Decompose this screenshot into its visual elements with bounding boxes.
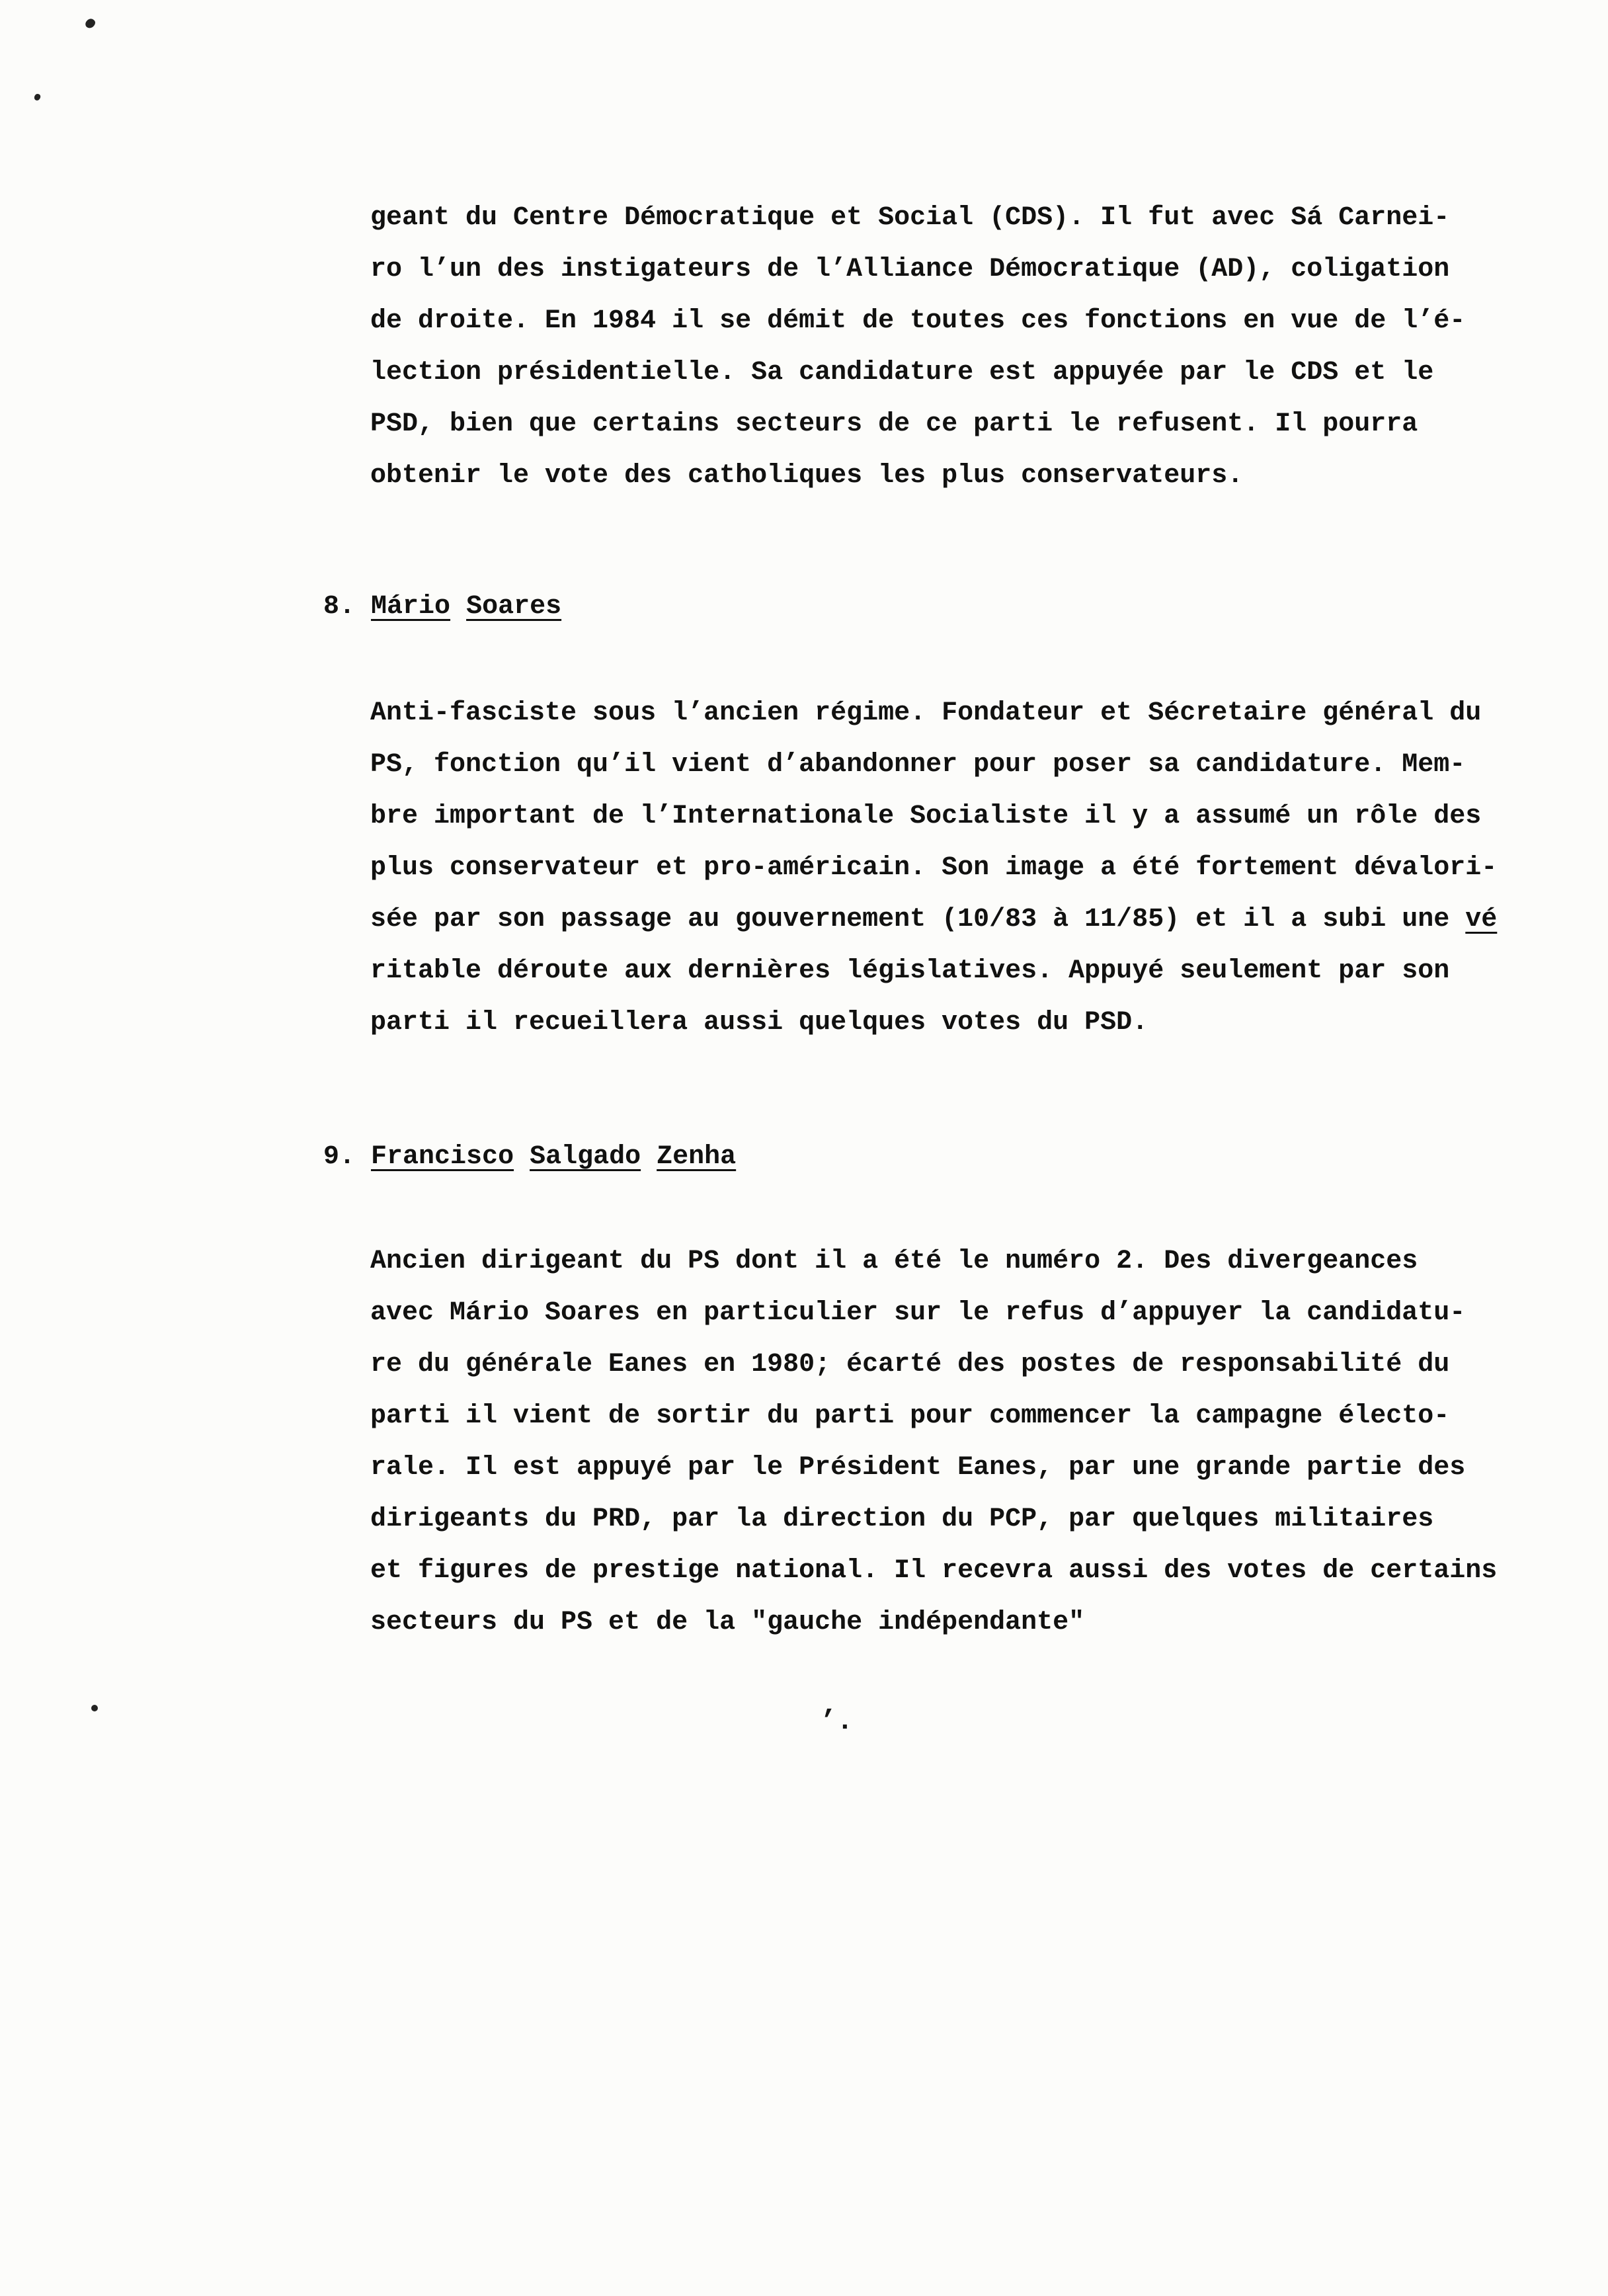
section-title-word: Zenha [657, 1142, 737, 1172]
stray-ink-mark: ’. [820, 1705, 854, 1737]
text-line: secteurs du PS et de la "gauche indépendante" [370, 1608, 1085, 1637]
underlined-word: vé [1465, 905, 1498, 934]
text-line: rale. Il est appuyé par le Président Eanes, par une grande partie des [370, 1453, 1466, 1483]
text-line: PSD, bien que certains secteurs de ce parti le refusent. Il pourra [370, 409, 1418, 439]
scan-speckle [91, 1705, 98, 1711]
text-line: PS, fonction qu’il vient d’abandonner pour poser sa candidature. Mem- [370, 750, 1466, 780]
text-line: et figures de prestige national. Il recevra aussi des votes de certains [370, 1556, 1498, 1586]
section-title-word: Mário [371, 592, 451, 622]
scan-speckle [34, 93, 41, 101]
text-line: bre important de l’Internationale Socialiste il y a assumé un rôle des [370, 801, 1482, 831]
section-title-word: Soares [466, 592, 562, 622]
section-9-heading [323, 1131, 736, 1183]
text-line: dirigeants du PRD, par la direction du PCP, par quelques militaires [370, 1504, 1434, 1534]
text-line: ro l’un des instigateurs de l’Alliance Démocratique (AD), coligation [370, 255, 1450, 284]
section-8-heading [323, 581, 561, 633]
text-line: lection présidentielle. Sa candidature est appuyée par le CDS et le [370, 358, 1434, 388]
text-line: parti il recueillera aussi quelques votes du PSD. [370, 1008, 1148, 1038]
text-line: Anti-fasciste sous l’ancien régime. Fondateur et Sécretaire général du [370, 698, 1482, 728]
section-title-word: Salgado [530, 1142, 641, 1172]
text-line: sée par son passage au gouvernement (10/83 à 11/85) et il a subi une vé [370, 905, 1498, 934]
text-line: ritable déroute aux dernières législatives. Appuyé seulement par son [370, 956, 1450, 986]
text-line: avec Mário Soares en particulier sur le refus d’appuyer la candidatu- [370, 1298, 1466, 1328]
text-line: parti il vient de sortir du parti pour commencer la campagne électo- [370, 1401, 1450, 1431]
text-line: Ancien dirigeant du PS dont il a été le numéro 2. Des divergeances [370, 1247, 1418, 1276]
paragraph-salgado-zenha [370, 1236, 1497, 1649]
text-line: geant du Centre Démocratique et Social (CDS). Il fut avec Sá Carnei- [370, 203, 1450, 233]
section-number: 8. [323, 592, 356, 622]
paragraph-mario-soares [370, 688, 1497, 1049]
scan-speckle [84, 17, 97, 30]
paragraph-continuation-cds [370, 192, 1465, 502]
section-number: 9. [323, 1142, 356, 1172]
text-line: plus conservateur et pro-américain. Son image a été fortement dévalori- [370, 853, 1498, 883]
text-line: de droite. En 1984 il se démit de toutes ces fonctions en vue de l’é- [370, 306, 1466, 336]
text-line: re du générale Eanes en 1980; écarté des postes de responsabilité du [370, 1350, 1450, 1379]
text-line: obtenir le vote des catholiques les plus conservateurs. [370, 461, 1244, 491]
section-title-word: Francisco [371, 1142, 514, 1172]
